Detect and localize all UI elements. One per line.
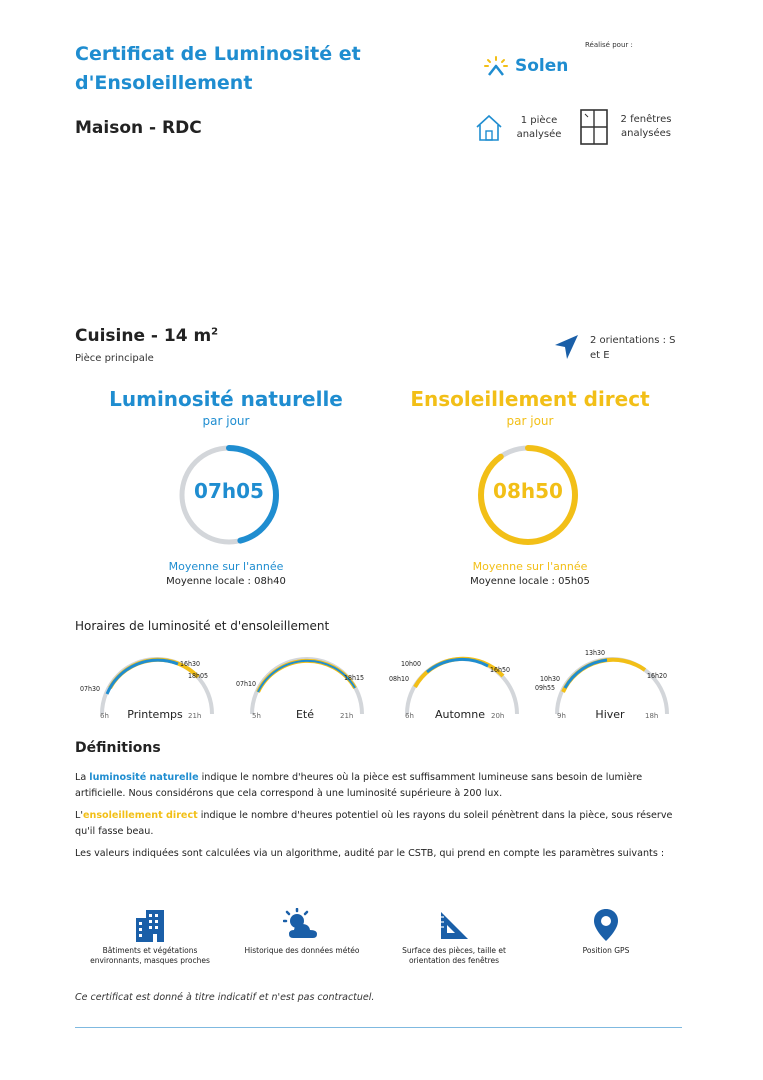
window-icon [579, 108, 609, 146]
summer-end: 18h15 [344, 674, 365, 682]
sunshine-gauge [473, 440, 583, 550]
luminosity-gauge [174, 440, 284, 550]
luminosity-average-label: Moyenne sur l'année [168, 560, 284, 573]
sun-icon [483, 55, 509, 77]
spring-lum-start: 07h30 [80, 685, 101, 693]
definitions-title: Définitions [75, 740, 161, 756]
document-subtitle: Maison - RDC [75, 118, 202, 138]
buildings-icon [134, 908, 166, 942]
p2-post: indique le nombre d'heures potentiel où les rayons du soleil pénètrent dans la pièce, sous réserve qu'il fasse beau. [75, 810, 673, 837]
param-surfaces-label: Surface des pièces, taille et orientation des fenêtres [402, 946, 506, 965]
location-pin-icon [593, 908, 619, 942]
rooms-stat-label: 1 pièce analysée [516, 115, 562, 140]
sunshine-local-average: Moyenne locale : 05h05 [470, 576, 590, 587]
room-subtitle: Pièce principale [75, 353, 154, 364]
rooms-stat [474, 113, 566, 143]
spring-label: Printemps [127, 708, 183, 721]
p1-highlight: luminosité naturelle [89, 772, 199, 783]
sunshine-value: 08h50 [493, 479, 563, 503]
autumn-sun-start: 08h10 [389, 675, 410, 683]
param-surfaces [394, 906, 514, 966]
season-spring [80, 652, 230, 727]
p2-highlight: ensoleillement direct [82, 810, 198, 821]
spring-start-hour: 6h [100, 712, 109, 720]
autumn-lum-start: 10h00 [401, 660, 422, 668]
summer-label: Eté [295, 708, 315, 721]
winter-end-hour: 18h [645, 712, 659, 720]
orientation-text: 2 orientations : S et E [590, 335, 676, 361]
param-gps-label: Position GPS [582, 946, 630, 955]
disclaimer: Ce certificat est donné à titre indicatif et n'est pas contractuel. [75, 992, 375, 1003]
sunshine-average-label: Moyenne sur l'année [472, 560, 588, 573]
winter-lum-end: 13h30 [585, 649, 606, 657]
param-buildings-label: Bâtiments et végétations environnants, masques proches [90, 946, 210, 965]
luminosity-value: 07h05 [194, 479, 264, 503]
room-title [75, 326, 218, 346]
param-weather [242, 906, 362, 956]
autumn-start-hour: 6h [405, 712, 414, 720]
sunshine-per-day: par jour [506, 414, 554, 428]
luminosity-local-average: Moyenne locale : 08h40 [166, 576, 286, 587]
ruler-triangle-icon [438, 909, 470, 941]
param-buildings [90, 906, 210, 966]
season-autumn [385, 652, 535, 727]
param-gps [546, 906, 666, 956]
room-unit-exponent: 2 [211, 326, 219, 338]
param-weather-label: Historique des données météo [244, 946, 360, 955]
luminosity-per-day: par jour [202, 414, 250, 428]
hours-title: Horaires de luminosité et d'ensoleillement [75, 619, 330, 633]
footer-divider [75, 1027, 682, 1028]
sunshine-title: Ensoleillement direct [410, 387, 650, 411]
luminosity-title: Luminosité naturelle [109, 387, 343, 411]
house-icon [474, 113, 504, 143]
winter-sun-start: 09h55 [535, 684, 556, 692]
winter-lum-start: 10h30 [540, 675, 561, 683]
autumn-end-hour: 20h [491, 712, 505, 720]
summer-start: 07h10 [236, 680, 257, 688]
made-for-label: Réalisé pour : [585, 41, 633, 49]
autumn-label: Automne [435, 708, 485, 721]
summer-start-hour: 5h [252, 712, 261, 720]
season-winter [535, 649, 685, 727]
brand-name: Solen [515, 56, 569, 76]
definition-sunshine [75, 808, 685, 840]
spring-end-hour: 21h [188, 712, 202, 720]
p2-pre: L' [75, 810, 83, 821]
definition-luminosity [75, 770, 685, 802]
spring-sun-end: 18h05 [188, 672, 209, 680]
room-name: Cuisine - 14 m [75, 326, 212, 346]
winter-start-hour: 9h [557, 712, 566, 720]
season-summer [230, 652, 380, 727]
winter-label: Hiver [595, 708, 625, 721]
document-title: Certificat de Luminosité et d'Ensoleillement [75, 43, 361, 94]
windows-stat-label: 2 fenêtres analysées [620, 114, 672, 139]
windows-stat [579, 108, 675, 146]
summer-end-hour: 21h [340, 712, 354, 720]
weather-icon [283, 908, 321, 942]
definition-algorithm: Les valeurs indiquées sont calculées via un algorithme, audité par le CSTB, qui prend en compte les paramètres suivants : [75, 848, 665, 859]
winter-sun-end: 16h20 [647, 672, 668, 680]
p1-pre: La [75, 772, 90, 783]
spring-lum-end: 16h30 [180, 660, 201, 668]
autumn-end: 16h50 [490, 666, 511, 674]
p1-post: indique le nombre d'heures où la pièce est suffisamment lumineuse sans besoin de lumière artificielle. Nous considérons que cela correspond à une luminosité supérieure à 200 lux. [75, 772, 643, 799]
orientation-arrow-icon [553, 333, 581, 361]
brand-logo [483, 55, 568, 77]
